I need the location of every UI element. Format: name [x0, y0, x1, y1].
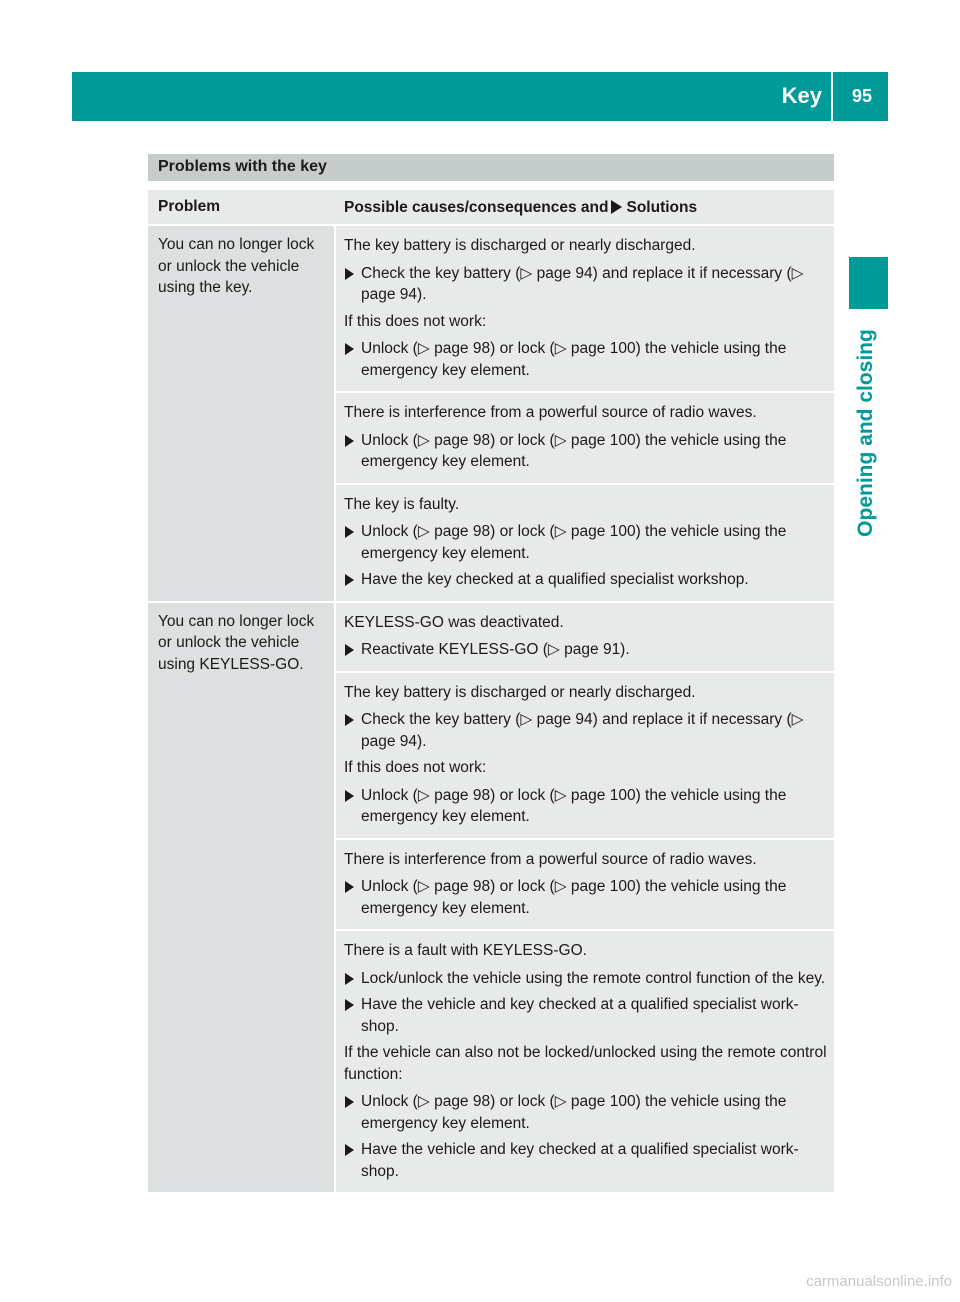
step-text: Check the key battery (▷ page 94) and replace it if necessary (▷ page 94). — [361, 711, 804, 750]
problems-table — [148, 190, 834, 1192]
step-text: Unlock (▷ page 98) or lock (▷ page 100) the vehicle using the emergency key element. — [361, 340, 787, 379]
step-arrow-icon — [345, 644, 354, 656]
table-header-row — [148, 190, 834, 224]
instruction-step — [344, 263, 834, 306]
step-text: Have the vehicle and key checked at a qualified specialist work-shop. — [361, 996, 799, 1035]
header-solutions — [336, 190, 834, 224]
cause-text: There is interference from a powerful source of radio waves. — [344, 850, 757, 868]
instruction-step — [344, 521, 834, 564]
instruction-step — [344, 338, 834, 381]
table-body — [148, 226, 834, 1192]
chapter-label-text: Opening and closing — [854, 329, 877, 537]
header-divider — [831, 72, 833, 121]
cause-text: KEYLESS-GO was deactivated. — [344, 613, 564, 631]
table-title-bar — [148, 154, 834, 181]
instruction-step — [344, 1091, 834, 1134]
page-header-bar — [72, 72, 888, 121]
cause-text: If this does not work: — [344, 759, 487, 776]
step-text: Have the key checked at a qualified specialist workshop. — [361, 571, 749, 588]
cause-text: The key battery is discharged or nearly discharged. — [344, 237, 696, 254]
table-title: Problems with the key — [158, 158, 327, 175]
instruction-step — [344, 569, 834, 591]
page-number: 95 — [851, 86, 872, 106]
cause-cell — [336, 391, 834, 483]
cause-text: If the vehicle can also not be locked/unlocked using the remote control function: — [344, 1044, 827, 1083]
table-row — [148, 603, 834, 1193]
step-arrow-icon — [345, 973, 354, 985]
chapter-label — [855, 318, 877, 548]
step-arrow-icon — [345, 881, 354, 893]
problem-cell: You can no longer lock or unlock the vehicle using KEYLESS-GO. — [148, 603, 334, 1193]
header-solutions-prefix: Possible causes/consequences and — [344, 199, 609, 216]
step-text: Have the vehicle and key checked at a qualified specialist work-shop. — [361, 1141, 799, 1180]
cause-text: There is a fault with KEYLESS-GO. — [344, 942, 587, 959]
watermark: carmanualsonline.info — [806, 1273, 952, 1290]
step-arrow-icon — [345, 268, 354, 280]
cause-cell — [336, 483, 834, 601]
causes-column — [336, 603, 834, 1193]
instruction-step — [344, 430, 834, 473]
step-text: Check the key battery (▷ page 94) and replace it if necessary (▷ page 94). — [361, 264, 804, 303]
step-text: Unlock (▷ page 98) or lock (▷ page 100) the vehicle using the emergency key element. — [361, 431, 787, 470]
step-arrow-icon — [345, 526, 354, 538]
instruction-step — [344, 1139, 834, 1182]
cause-cell — [336, 603, 834, 671]
step-text: Lock/unlock the vehicle using the remote control function of the key. — [361, 969, 826, 987]
instruction-step — [344, 994, 834, 1037]
step-arrow-icon — [345, 790, 354, 802]
instruction-step — [344, 876, 834, 919]
step-text: Unlock (▷ page 98) or lock (▷ page 100) the vehicle using the emergency key element. — [361, 523, 787, 562]
cause-cell — [336, 838, 834, 930]
cause-text: The key battery is discharged or nearly discharged. — [344, 683, 696, 701]
instruction-step — [344, 639, 834, 661]
step-text: Reactivate KEYLESS-GO (▷ page 91). — [361, 641, 630, 658]
section-title: Key — [781, 83, 822, 108]
cause-cell — [336, 226, 834, 391]
chapter-tab-marker — [849, 257, 888, 309]
cause-text: There is interference from a powerful source of radio waves. — [344, 404, 757, 421]
header-solutions-suffix: Solutions — [626, 199, 698, 216]
step-text: Unlock (▷ page 98) or lock (▷ page 100) the vehicle using the emergency key element. — [361, 878, 787, 917]
arrow-icon — [611, 200, 622, 214]
step-arrow-icon — [345, 343, 354, 355]
cause-text: The key is faulty. — [344, 495, 460, 513]
instruction-step — [344, 785, 834, 828]
cause-cell — [336, 929, 834, 1192]
step-arrow-icon — [345, 1144, 354, 1156]
cause-cell — [336, 671, 834, 838]
problem-cell: You can no longer lock or unlock the vehicle using the key. — [148, 226, 334, 601]
step-arrow-icon — [345, 714, 354, 726]
step-arrow-icon — [345, 435, 354, 447]
step-text: Unlock (▷ page 98) or lock (▷ page 100) the vehicle using the emergency key element. — [361, 1093, 787, 1132]
header-problem: Problem — [158, 198, 221, 215]
instruction-step — [344, 968, 834, 990]
cause-text: If this does not work: — [344, 312, 487, 330]
step-text: Unlock (▷ page 98) or lock (▷ page 100) the vehicle using the emergency key element. — [361, 786, 787, 825]
causes-column — [336, 226, 834, 601]
table-row — [148, 226, 834, 601]
step-arrow-icon — [345, 574, 354, 586]
step-arrow-icon — [345, 1096, 354, 1108]
step-arrow-icon — [345, 999, 354, 1011]
instruction-step — [344, 709, 834, 752]
